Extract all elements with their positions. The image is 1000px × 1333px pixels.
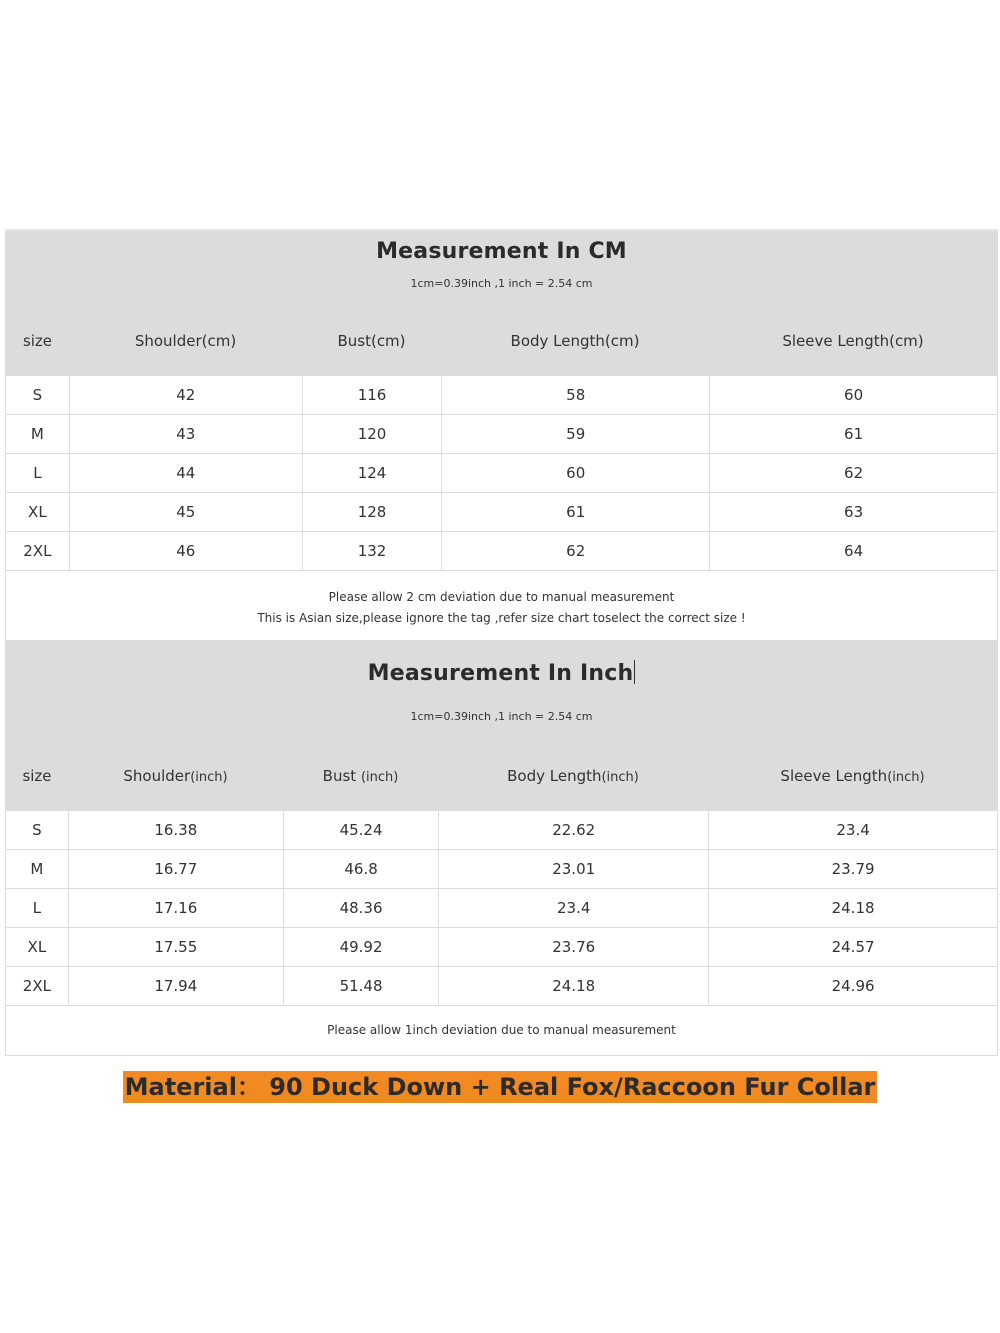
cell-size: 2XL (6, 967, 69, 1005)
size-chart (5, 229, 998, 1056)
material-label: Material： 90 Duck Down + Real Fox/Raccoon Fur Collar (124, 1073, 876, 1101)
cell-shoulder: 44 (70, 454, 303, 492)
table-row (6, 415, 997, 454)
cell-bust: 49.92 (284, 928, 439, 966)
inch-table (5, 641, 998, 1056)
table-row (6, 967, 997, 1006)
table-row (6, 928, 997, 967)
cell-sleeve-length: 24.96 (831, 977, 875, 995)
column-header-bust (283, 767, 438, 785)
cell-shoulder: 17.94 (69, 967, 284, 1005)
cm-table-title: Measurement In CM (376, 239, 627, 264)
cell-bust: 124 (303, 454, 442, 492)
cell-sleeve-length: 62 (844, 464, 864, 482)
inch-table-body (6, 811, 997, 1006)
inch-table-title (6, 660, 997, 686)
cm-table-notes (6, 571, 997, 641)
table-row (6, 454, 997, 493)
cell-bust: 120 (303, 415, 442, 453)
cell-body-length: 60 (442, 454, 710, 492)
cell-sleeve-length: 64 (844, 542, 864, 560)
cell-size: M (6, 850, 69, 888)
cm-note-asian-size: This is Asian size,please ignore the tag ,refer size chart toselect the correct size ! (257, 611, 746, 625)
cell-body-length: 59 (442, 415, 710, 453)
cell-body-length: 23.76 (439, 928, 709, 966)
column-header-shoulder (68, 767, 283, 785)
inch-column-headers (6, 767, 997, 785)
table-row (6, 532, 997, 571)
cell-size: S (6, 376, 70, 414)
cell-body-length: 24.18 (439, 967, 709, 1005)
table-row (6, 889, 997, 928)
column-header-sleeve-length-label: Sleeve Length (780, 767, 888, 785)
cell-bust: 51.48 (284, 967, 439, 1005)
cell-shoulder: 43 (70, 415, 303, 453)
cell-shoulder: 16.77 (69, 850, 284, 888)
column-header-size: size (22, 332, 53, 350)
cell-shoulder: 45 (70, 493, 303, 531)
column-header-body-length-unit: (inch) (601, 770, 639, 785)
cell-size: L (6, 889, 69, 927)
cell-size: 2XL (6, 532, 70, 570)
material-banner (0, 1071, 1000, 1103)
inch-table-header (6, 641, 997, 811)
cell-shoulder: 42 (70, 376, 303, 414)
cm-note-deviation: Please allow 2 cm deviation due to manual measurement (328, 590, 675, 604)
cm-table-body (6, 376, 997, 571)
cell-size: M (6, 415, 70, 453)
cell-bust: 46.8 (284, 850, 439, 888)
cm-table-header (6, 231, 997, 376)
cell-size: L (6, 454, 70, 492)
column-header-bust-unit: (inch) (360, 770, 399, 785)
column-header-bust-label: Bust (322, 767, 361, 785)
column-header-shoulder-unit: (inch) (190, 770, 228, 785)
cell-shoulder: 17.55 (69, 928, 284, 966)
cell-sleeve-length: 24.18 (831, 899, 875, 917)
inch-note-deviation: Please allow 1inch deviation due to manual measurement (6, 1006, 997, 1056)
cm-table (5, 231, 998, 641)
cell-body-length: 23.01 (439, 850, 709, 888)
cell-bust: 128 (303, 493, 442, 531)
cell-body-length: 62 (442, 532, 710, 570)
column-header-body-length: Body Length(cm) (510, 332, 640, 350)
cell-bust: 116 (303, 376, 442, 414)
cell-sleeve-length: 61 (844, 425, 864, 443)
table-row (6, 811, 997, 850)
cell-size: XL (6, 493, 70, 531)
cell-bust: 48.36 (284, 889, 439, 927)
cell-body-length: 22.62 (439, 811, 709, 849)
text-cursor (634, 660, 635, 684)
cell-shoulder: 16.38 (69, 811, 284, 849)
cell-sleeve-length: 23.4 (836, 821, 870, 839)
inch-table-subtitle: 1cm=0.39inch ,1 inch = 2.54 cm (410, 710, 593, 723)
cell-sleeve-length: 60 (844, 386, 864, 404)
cm-table-subtitle: 1cm=0.39inch ,1 inch = 2.54 cm (410, 277, 593, 290)
column-header-sleeve-length: Sleeve Length(cm) (782, 332, 924, 350)
column-header-size-label: size (22, 767, 52, 785)
cell-body-length: 61 (442, 493, 710, 531)
cell-shoulder: 17.16 (69, 889, 284, 927)
cell-sleeve-length: 24.57 (831, 938, 875, 956)
inch-table-title-text: Measurement In Inch (367, 661, 634, 686)
cm-column-headers (6, 332, 997, 350)
column-header-body-length (438, 767, 708, 785)
column-header-size (6, 767, 68, 785)
cell-bust: 45.24 (284, 811, 439, 849)
table-row (6, 850, 997, 889)
cell-sleeve-length: 23.79 (831, 860, 875, 878)
cell-shoulder: 46 (70, 532, 303, 570)
column-header-sleeve-length (708, 767, 997, 785)
table-row (6, 376, 997, 415)
table-row (6, 493, 997, 532)
cell-bust: 132 (303, 532, 442, 570)
column-header-shoulder: Shoulder(cm) (134, 332, 237, 350)
cell-sleeve-length: 63 (844, 503, 864, 521)
cell-size: XL (6, 928, 69, 966)
cell-size: S (6, 811, 69, 849)
column-header-body-length-label: Body Length (507, 767, 602, 785)
cell-body-length: 58 (442, 376, 710, 414)
column-header-bust: Bust(cm) (337, 332, 406, 350)
column-header-sleeve-length-unit: (inch) (887, 770, 925, 785)
cell-body-length: 23.4 (439, 889, 709, 927)
column-header-shoulder-label: Shoulder (123, 767, 191, 785)
